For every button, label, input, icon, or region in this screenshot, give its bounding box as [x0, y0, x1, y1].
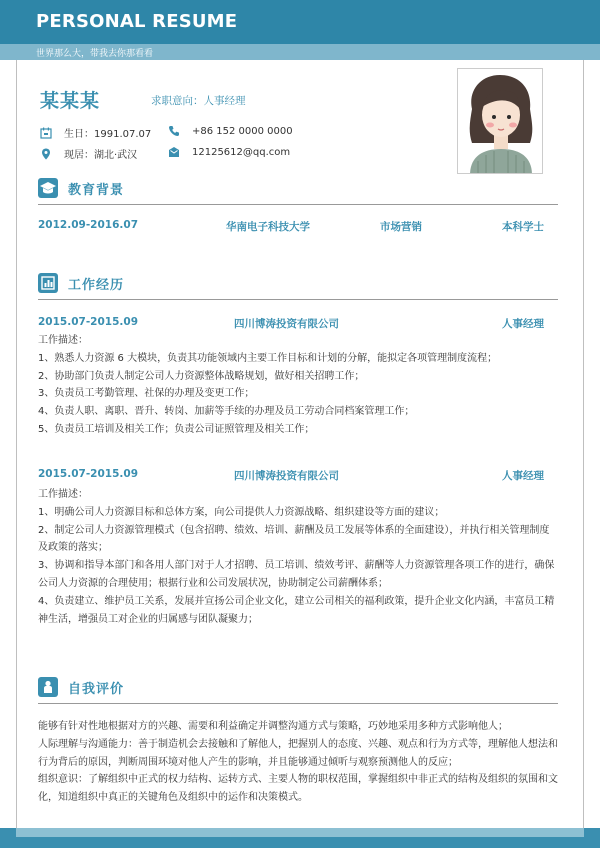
job-row	[38, 316, 548, 330]
work-section-header	[38, 273, 558, 295]
education-section-header	[38, 178, 558, 200]
email-info	[168, 146, 290, 158]
self-eval-line: 能够有针对性地根据对方的兴趣、需要和利益确定并调整沟通方式与策略，巧妙地采用多种方式影响他人；	[38, 721, 508, 732]
header-band	[0, 0, 600, 44]
job-intent: 求职意向：人事经理	[151, 95, 246, 107]
person-icon	[38, 677, 58, 697]
calendar-icon	[40, 127, 52, 139]
education-row	[38, 219, 548, 233]
education-major: 市场营销	[380, 221, 422, 233]
job-company: 四川博涛投资有限公司	[234, 318, 339, 330]
birth-text: 生日：1991.07.07	[64, 129, 152, 140]
divider	[38, 703, 558, 704]
job-description	[38, 332, 558, 439]
location-icon	[40, 148, 52, 160]
desc-line: 3、负责员工考勤管理、社保的办理及变更工作；	[38, 388, 255, 400]
desc-line: 2、制定公司人力资源管理模式（包含招聘、绩效、培训、薪酬及员工发展等体系的全面建设），并执行相关管理制度及政策的落实；	[38, 524, 550, 554]
divider	[38, 204, 558, 205]
self-eval-section-header	[38, 677, 558, 699]
chart-icon	[38, 273, 58, 293]
location-info	[40, 146, 137, 161]
phone-icon	[168, 125, 180, 137]
education-period: 2012.09-2016.07	[38, 219, 139, 231]
job-period: 2015.07-2015.09	[38, 316, 139, 328]
desc-line: 3、协调和指导本部门和各用人部门对于人才招聘、员工培训、绩效考评、薪酬等人力资源管理各项工作的进行，确保公司人力资源的合理使用；根据行业和公司发展状况，协助制定公司薪酬体系；	[38, 560, 555, 589]
desc-line: 1、明确公司人力资源目标和总体方案，向公司提供人力资源战略、组织建设等方面的建议；	[38, 506, 445, 518]
desc-line: 2、协助部门负责人制定公司人力资源整体战略规划，做好相关招聘工作；	[38, 370, 365, 382]
profile-photo	[457, 68, 543, 174]
location-text: 现居：湖北·武汉	[64, 150, 138, 161]
work-title: 工作经历	[68, 278, 125, 293]
job-position: 人事经理	[502, 318, 544, 330]
education-school: 华南电子科技大学	[226, 221, 310, 233]
desc-line: 4、负责建立、维护员工关系，发展并宣扬公司企业文化，建立公司相关的福利政策，提升企业文化内涵，丰富员工精神生活，增强员工对企业的归属感与团队凝聚力；	[38, 595, 555, 625]
job-description	[38, 486, 558, 628]
education-title: 教育背景	[68, 183, 125, 198]
candidate-name: 某某某	[40, 90, 101, 112]
job-period: 2015.07-2015.09	[38, 468, 139, 480]
email-icon	[168, 146, 180, 158]
job-row	[38, 468, 548, 482]
job-position: 人事经理	[502, 470, 544, 482]
desc-label: 工作描述：	[38, 335, 88, 346]
divider	[38, 299, 558, 300]
footer-inner-band	[16, 828, 584, 837]
self-eval-line: 人际理解与沟通能力：善于制造机会去接触和了解他人，把握别人的态度、兴趣、观点和行为方式等，理解他人想法和行为背后的原因，判断周围环境对他人产生的影响，并且能够通过倾听与观察预测他人的反应；	[38, 738, 558, 768]
self-eval-text	[38, 718, 558, 807]
footer-band	[0, 828, 600, 848]
education-degree: 本科学士	[502, 221, 544, 233]
email-text: 12125612@qq.com	[192, 146, 291, 158]
desc-line: 4、负责人职、离职、晋升、转岗、加薪等手续的办理及员工劳动合同档案管理工作；	[38, 406, 415, 418]
birth-info	[40, 125, 151, 140]
page-frame	[16, 60, 584, 828]
graduation-cap-icon	[38, 178, 58, 198]
job-company: 四川博涛投资有限公司	[234, 470, 339, 482]
self-eval-line: 组织意识：了解组织中正式的权力结构、运转方式、主要人物的职权范围，掌握组织中非正式的结构及组织的氛围和文化，知道组织中真正的关键角色及组织中的运作和决策模式。	[38, 774, 558, 804]
phone-text: +86 152 0000 0000	[192, 125, 293, 137]
desc-label: 工作描述：	[38, 489, 88, 500]
self-eval-title: 自我评价	[68, 682, 125, 697]
desc-line: 1、熟悉人力资源 6 大模块，负责其功能领域内主要工作目标和计划的分解，能拟定各项管理制度流程；	[38, 352, 498, 364]
slogan-band	[0, 44, 600, 60]
slogan: 世界那么大，带我去你那看看	[36, 49, 154, 59]
desc-line: 5、负责员工培训及相关工作；负责公司证照管理及相关工作；	[38, 423, 315, 435]
phone-info	[168, 125, 293, 137]
resume-title: PERSONAL RESUME	[36, 11, 238, 32]
